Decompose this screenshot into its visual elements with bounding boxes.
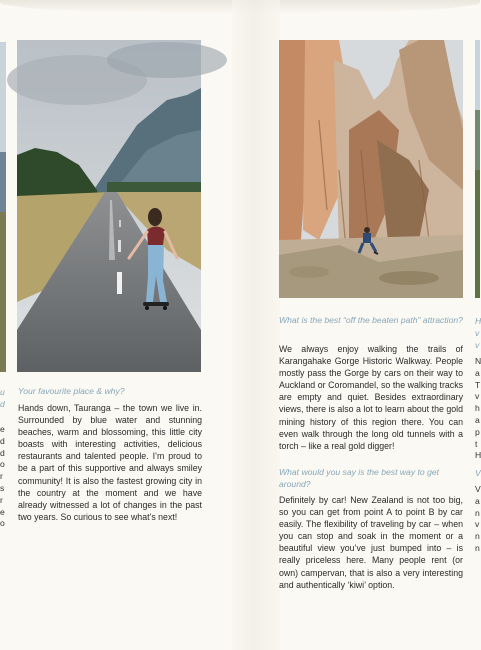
spread-gutter [232, 0, 280, 650]
left-edge-text-fragment: e d d o r s r e o [0, 424, 5, 529]
answer-off-the-beaten-path: We always enjoy walking the trails of Karangahake Gorge Historic Walkway. People mostly pass the Gorge by cars on their way to Auckland or Coromandel, so the walking tracks are empty and quiet. Besides extraordinary views, there is also a lot to learn about the gold mining history of this region there. You can even walk through the long old tunnels with a torch – like a real gold digger! [279, 344, 463, 451]
question-favourite-place: Your favourite place & why? [18, 386, 125, 396]
answer-favourite-place: Hands down, Tauranga – the town we live in. Surrounded by blue water and stunning beaches, warm and blossoming, this little city boasts with interesting activities, delicious restaurants and talented people. I’m proud to be a part of this supportive and always smiley community! It is also the fastest growing city in the country at the moment and we have already witnessed a lot of changes in the past two years. So curious to see what’s next! [18, 403, 202, 522]
left-edge-question-fragment: u d [0, 387, 5, 409]
left-edge-photo [0, 42, 6, 372]
right-edge-question-fragment: H v v [475, 316, 481, 350]
clay-cliffs-photo [279, 40, 463, 298]
right-edge-text-fragment-2: V a n v n n [475, 484, 481, 553]
right-edge-text-fragment: N a T v h a p t H [475, 356, 481, 461]
right-edge-photo [475, 40, 480, 298]
right-edge-question-fragment-2: V [475, 468, 481, 478]
answer-best-way-around: Definitely by car! New Zealand is not too big, so you can get from point A to point B by car easily. The flexibility of traveling by car – when you can stop and soak in the moment or a beautiful view you’ve just bumped into – is really priceless here. Many people rent (or own) campervan, that is also a very interesting and authentically ‘kiwi’ option. [279, 495, 463, 590]
question-off-the-beaten-path: What is the best “off the beaten path” attraction? [279, 315, 463, 325]
road-skater-photo [17, 40, 201, 372]
question-best-way-around: What would you say is the best way to get around? [279, 467, 440, 489]
